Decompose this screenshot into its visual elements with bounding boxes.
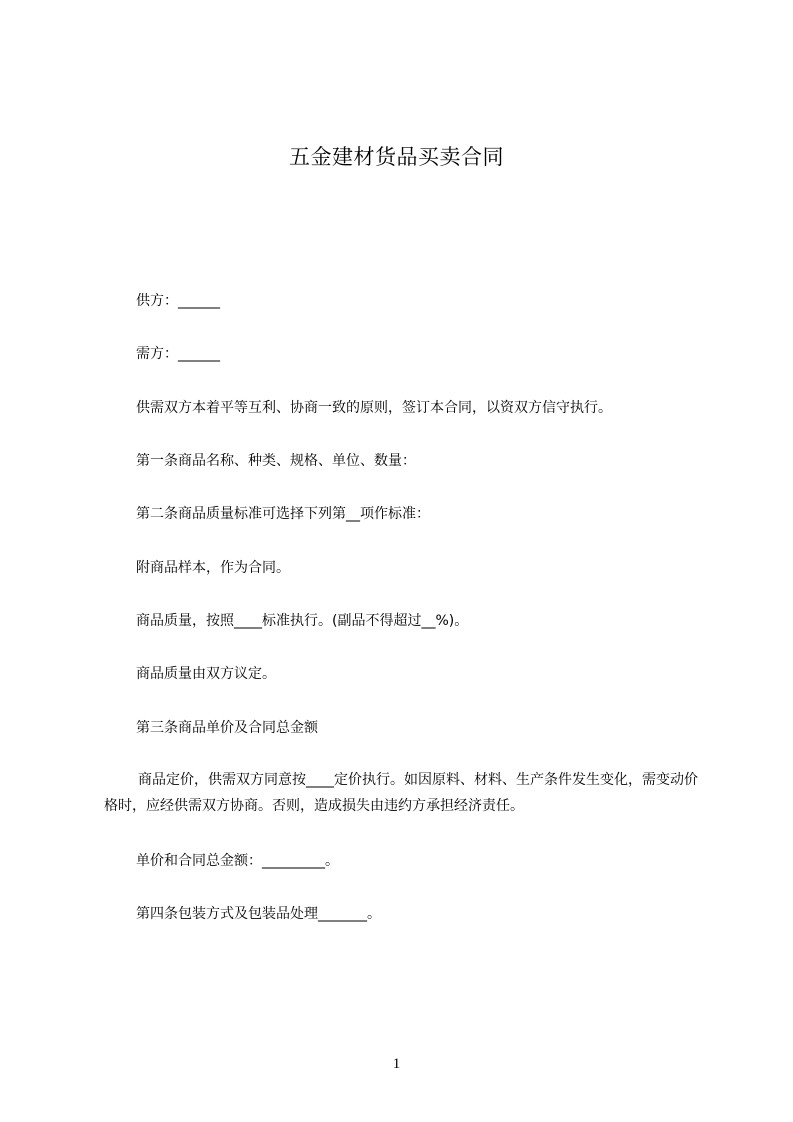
- pricing-paragraph: 商品定价，供需双方同意按____定价执行。如因原料、材料、生产条件发生变化，需变动价格时，应经供需双方协商。否则，造成损失由违约方承担经济责任。: [104, 772, 698, 814]
- page-number: 1: [392, 1056, 401, 1072]
- quality-option-agreed: 商品质量由双方议定。: [136, 666, 276, 682]
- article-1-heading: 第一条商品名称、种类、规格、单位、数量：: [136, 453, 416, 469]
- document-title: 五金建材货品买卖合同: [289, 145, 504, 169]
- article-2-heading: 第二条商品质量标准可选择下列第__项作标准：: [136, 506, 430, 522]
- article-4-heading: 第四条包装方式及包装品处理_______。: [136, 906, 381, 922]
- total-amount-line: 单价和合同总金额：_________。: [136, 853, 339, 869]
- article-3-heading: 第三条商品单价及合同总金额: [136, 720, 318, 736]
- quality-option-sample: 附商品样本，作为合同。: [136, 560, 290, 576]
- buyer-line: 需方：______: [136, 346, 220, 362]
- quality-option-standard: 商品质量，按照____标准执行。(副品不得超过__%)。: [136, 613, 469, 629]
- preamble-paragraph: 供需双方本着平等互利、协商一致的原则，签订本合同，以资双方信守执行。: [136, 400, 612, 416]
- supplier-line: 供方：______: [136, 293, 220, 309]
